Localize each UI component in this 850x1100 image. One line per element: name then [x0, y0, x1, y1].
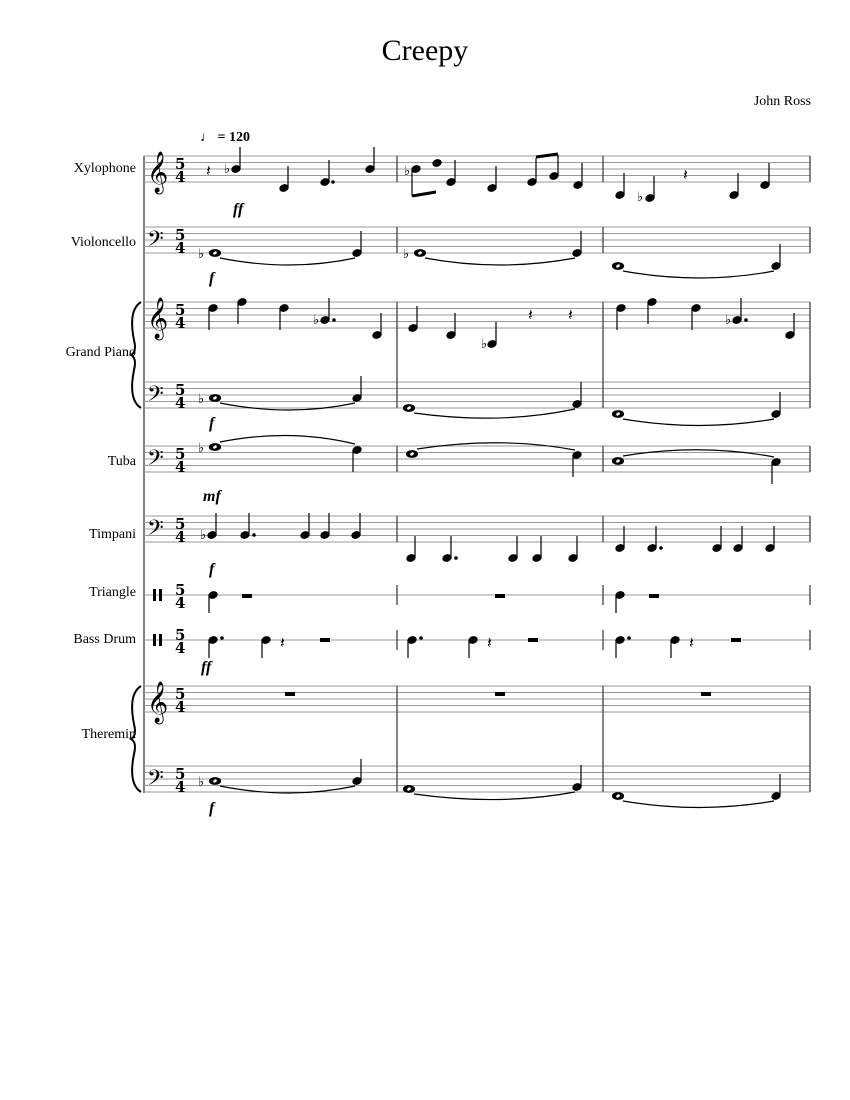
- clefs: [147, 151, 168, 796]
- percussion-clef-icon: [153, 634, 156, 646]
- svg-text:♭: ♭: [403, 246, 410, 261]
- svg-text:𝄽: 𝄽: [528, 307, 533, 324]
- svg-text:♭: ♭: [404, 163, 411, 178]
- staff-lines: [144, 156, 810, 792]
- svg-text:5: 5: [175, 301, 186, 319]
- staff-piano-bass: [144, 382, 810, 408]
- svg-text:5: 5: [175, 581, 186, 599]
- time-signatures: [175, 155, 185, 796]
- svg-text:𝄽: 𝄽: [683, 167, 688, 184]
- staff-theremin-treble: [144, 686, 810, 712]
- svg-text:♭: ♭: [198, 774, 205, 789]
- bass-clef-icon: 𝄢: [147, 382, 164, 412]
- dynamic-piano: f: [209, 415, 215, 432]
- dynamic-timpani: f: [209, 561, 215, 578]
- percussion-clef-icon: [153, 589, 156, 601]
- svg-text:♭: ♭: [198, 391, 205, 406]
- svg-text:5: 5: [175, 226, 186, 244]
- svg-text:4: 4: [175, 698, 186, 716]
- svg-text:5: 5: [175, 515, 186, 533]
- bass-clef-icon: 𝄢: [147, 446, 164, 476]
- svg-text:5: 5: [175, 626, 186, 644]
- treble-clef-icon: 𝄞: [147, 298, 169, 339]
- svg-text:♭: ♭: [224, 161, 231, 176]
- svg-text:5: 5: [175, 381, 186, 399]
- svg-text:4: 4: [175, 239, 186, 257]
- svg-text:♭: ♭: [198, 440, 205, 455]
- composer: John Ross: [753, 94, 811, 109]
- treble-clef-icon: 𝄞: [147, 682, 169, 723]
- svg-text:♭: ♭: [313, 312, 320, 327]
- svg-text:4: 4: [175, 528, 186, 546]
- dynamic-tuba: mf: [203, 488, 221, 505]
- svg-text:𝄽: 𝄽: [568, 307, 573, 324]
- staff-theremin-bass: [144, 766, 810, 792]
- svg-text:4: 4: [175, 594, 186, 612]
- svg-text:5: 5: [175, 765, 186, 783]
- dynamic-xylophone: ff: [233, 201, 244, 218]
- svg-text:4: 4: [175, 168, 186, 186]
- instrument-label-timpani: Timpani: [89, 527, 136, 542]
- instrument-label-grand-piano: Grand Piano: [65, 345, 136, 360]
- dynamic-theremin: f: [209, 800, 215, 817]
- svg-text:4: 4: [175, 778, 186, 796]
- svg-text:♭: ♭: [725, 312, 732, 327]
- svg-text:4: 4: [175, 394, 186, 412]
- svg-text:4: 4: [175, 639, 186, 657]
- svg-text:𝄽: 𝄽: [487, 635, 492, 652]
- instrument-label-triangle: Triangle: [89, 585, 136, 600]
- svg-text:𝄽: 𝄽: [206, 163, 211, 180]
- score-title: Creepy: [381, 34, 469, 67]
- tempo-marking: ♩ = 120: [200, 130, 250, 145]
- svg-text:♭: ♭: [637, 189, 644, 204]
- brace-icons: [131, 302, 141, 792]
- instrument-label-bass-drum: Bass Drum: [73, 632, 136, 647]
- instrument-label-theremin: Theremin: [81, 727, 136, 742]
- svg-text:♭: ♭: [481, 336, 488, 351]
- svg-text:𝄽: 𝄽: [280, 635, 285, 652]
- svg-text:4: 4: [175, 314, 186, 332]
- bass-clef-icon: 𝄢: [147, 766, 164, 796]
- svg-text:♭: ♭: [200, 527, 207, 542]
- brace-piano-icon: [131, 302, 141, 408]
- staff-piano-treble: [144, 302, 810, 328]
- bass-clef-icon: 𝄢: [147, 516, 164, 546]
- svg-text:5: 5: [175, 685, 186, 703]
- brace-theremin-icon: [131, 686, 141, 792]
- svg-text:4: 4: [175, 458, 186, 476]
- dynamic-cello: f: [209, 270, 215, 287]
- staff-violoncello: [144, 227, 810, 253]
- instrument-label-xylophone: Xylophone: [73, 161, 136, 176]
- instrument-label-tuba: Tuba: [107, 454, 136, 469]
- barlines: [397, 156, 810, 792]
- staff-xylophone: [144, 156, 810, 182]
- treble-clef-icon: 𝄞: [147, 152, 169, 193]
- svg-text:♭: ♭: [198, 246, 205, 261]
- bass-clef-icon: 𝄢: [147, 227, 164, 257]
- dynamic-bass-drum: ff: [201, 659, 212, 676]
- instrument-label-violoncello: Violoncello: [70, 235, 136, 250]
- svg-text:𝄽: 𝄽: [689, 635, 694, 652]
- svg-text:5: 5: [175, 155, 186, 173]
- svg-text:5: 5: [175, 445, 186, 463]
